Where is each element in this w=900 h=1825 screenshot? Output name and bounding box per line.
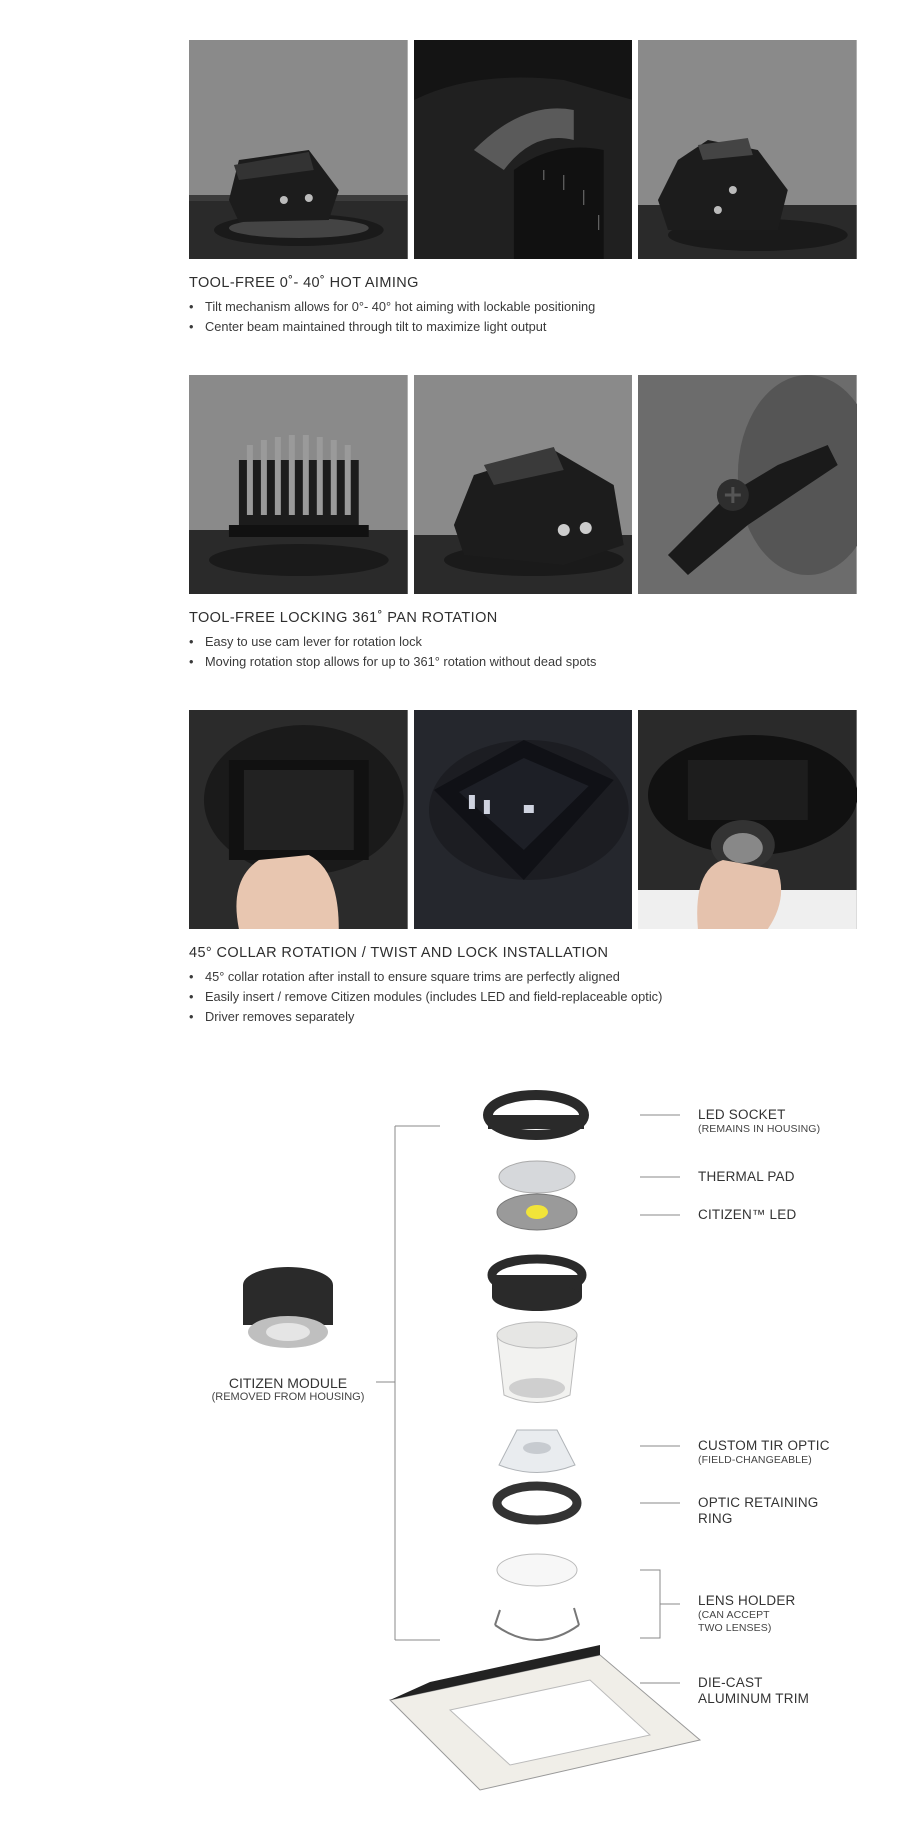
feature-section-hot-aiming xyxy=(189,40,857,337)
list-item: • 45° collar rotation after install to ensure square trims are perfectly aligned xyxy=(189,967,857,987)
part-label-trim: DIE-CAST ALUMINUM TRIM xyxy=(698,1675,810,1706)
feature-bullets xyxy=(189,632,857,672)
list-item: • Easily insert / remove Citizen modules (includes LED and field-replaceable optic) xyxy=(189,987,857,1007)
feature-heading: 45° COLLAR ROTATION / TWIST AND LOCK INSTALLATION xyxy=(189,945,609,961)
product-photo-pan-1 xyxy=(189,375,408,594)
module-label: CITIZEN MODULE (REMOVED FROM HOUSING) xyxy=(211,1375,365,1403)
part-label-optic-ring: OPTIC RETAINING RING xyxy=(698,1495,819,1526)
part-label-thermal-pad: THERMAL PAD xyxy=(698,1169,795,1184)
product-photo-collar-3 xyxy=(638,710,857,929)
photo-strip xyxy=(189,710,857,929)
exploded-parts-diagram xyxy=(0,1070,900,1825)
product-photo-pan-2 xyxy=(414,375,633,594)
led-socket-part xyxy=(488,1095,584,1135)
part-label-lens-holder: LENS HOLDER (CAN ACCEPT TWO LENSES) xyxy=(698,1593,796,1634)
part-label-citizen-led: CITIZEN™ LED xyxy=(698,1207,797,1222)
feature-heading: TOOL-FREE LOCKING 361˚ PAN ROTATION xyxy=(189,610,498,626)
list-item: • Moving rotation stop allows for up to 361° rotation without dead spots xyxy=(189,652,857,672)
product-photo-tilt-3 xyxy=(638,40,857,259)
product-photo-collar-1 xyxy=(189,710,408,929)
part-label-led-socket: LED SOCKET (REMAINS IN HOUSING) xyxy=(698,1107,821,1135)
list-item: • Driver removes separately xyxy=(189,1007,857,1027)
product-photo-pan-3 xyxy=(638,375,857,594)
feature-bullets xyxy=(189,297,857,337)
product-photo-tilt-2 xyxy=(414,40,633,259)
photo-strip xyxy=(189,40,857,259)
feature-heading: TOOL-FREE 0˚- 40˚ HOT AIMING xyxy=(189,275,419,291)
part-label-tir-optic: CUSTOM TIR OPTIC (FIELD-CHANGEABLE) xyxy=(698,1438,830,1466)
list-item: • Easy to use cam lever for rotation lock xyxy=(189,632,857,652)
photo-strip xyxy=(189,375,857,594)
product-photo-tilt-1 xyxy=(189,40,408,259)
list-item: • Tilt mechanism allows for 0°- 40° hot aiming with lockable positioning xyxy=(189,297,857,317)
feature-section-pan-rotation xyxy=(189,375,857,672)
feature-section-collar-rotation xyxy=(189,710,857,1027)
citizen-module-part xyxy=(243,1267,333,1348)
feature-bullets xyxy=(189,967,857,1027)
list-item: • Center beam maintained through tilt to maximize light output xyxy=(189,317,857,337)
product-photo-collar-2 xyxy=(414,710,633,929)
